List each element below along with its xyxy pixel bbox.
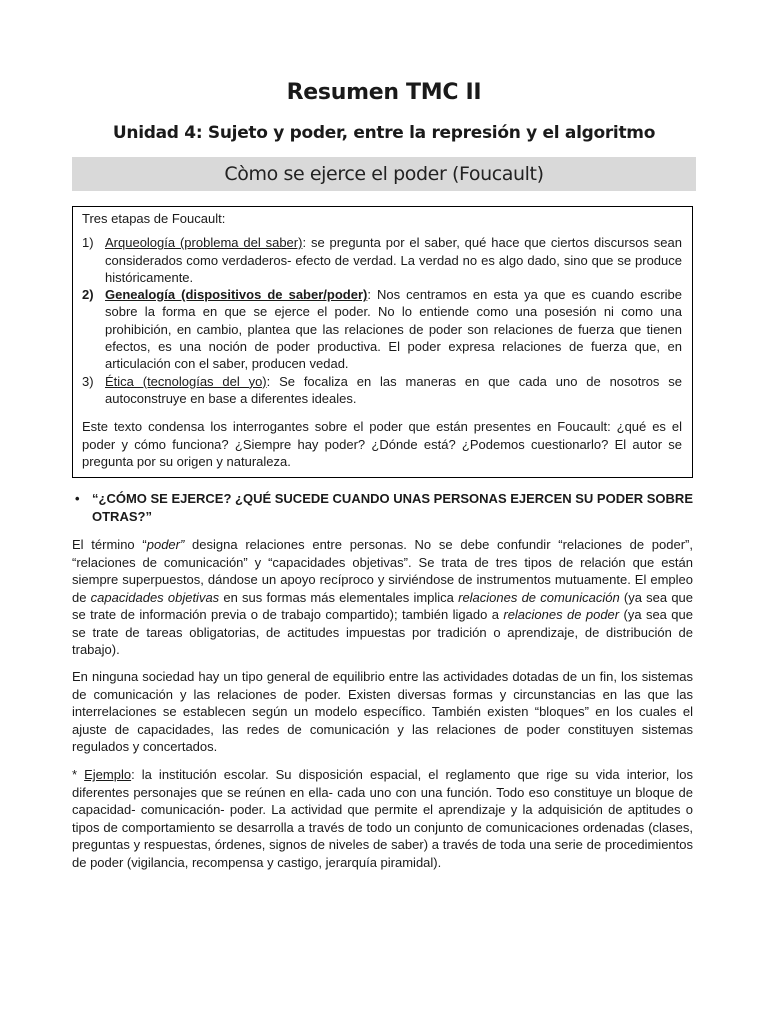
asterisk: * (72, 767, 85, 782)
document-subtitle: Unidad 4: Sujeto y poder, entre la represión y el algoritmo (112, 123, 656, 143)
list-item (82, 234, 682, 286)
text-run: (ya sea que se trate de tareas obligatorias, de actitudes impuestas por tradición o aprendizaje, de distribución de trabajo). (72, 607, 693, 657)
document-title: Resumen TMC II (286, 80, 482, 105)
box-intro: Tres etapas de Foucault: (82, 211, 226, 226)
list-number: 2) (82, 287, 94, 303)
text-run-italic: capacidades objetivas (90, 589, 220, 605)
stage-term: Ética (tecnologías del yo) (105, 373, 267, 389)
list-number: 3) (82, 373, 94, 389)
stages-list (82, 234, 682, 407)
text-run-italic: relaciones de poder (503, 607, 620, 622)
stage-description: : Nos centramos en esta ya que es cuando escribe sobre la forma en que se ejerce el poder. No lo entiende como una posesión ni como una prohibición, en cambio, plantea que las relaciones de poder son relaciones de fuerza que tienen efectos, es una noción de poder productiva. El poder expresa relaciones de fuerza que, en articulación con el saber, producen vedad. (105, 287, 682, 372)
list-number: 1) (82, 235, 94, 251)
stage-term: Genealogía (dispositivos de saber/poder) (105, 287, 368, 303)
summary-box (72, 206, 693, 478)
stage-description: : se pregunta por el saber, qué hace que ciertos discursos sean considerados como verdaderos- efecto de verdad. La verdad no es algo dado, sino que se produce históricamente. (105, 235, 682, 285)
text-run-italic: relaciones de comunicación (458, 589, 620, 605)
example-label: Ejemplo (84, 767, 132, 782)
list-item (82, 286, 682, 372)
stage-description: : Se focaliza en las maneras en que cada uno de nosotros se autoconstruye en base a diferentes ideales. (105, 373, 682, 406)
question-bullet (72, 490, 693, 525)
question-text: “¿CÓMO SE EJERCE? ¿QUÉ SUCEDE CUANDO UNAS PERSONAS EJERCEN SU PODER SOBRE OTRAS?” (92, 491, 693, 524)
text-run: El término “ (72, 537, 147, 552)
list-item (82, 373, 682, 408)
box-closing: Este texto condensa los interrogantes sobre el poder que están presentes en Foucault: ¿qué es el poder y cómo funciona? ¿Siempre hay poder? ¿Dónde está? ¿Podemos cuestionarlo? El autor se pregunta por su origen y naturaleza. (82, 419, 682, 469)
paragraph-1 (72, 536, 693, 659)
text-run: designa relaciones entre personas. No se debe confundir “relaciones de poder”, “relaciones de comunicación” y “capacidades objetivas”. Se trata de tres tipos de relación que están siempre superpuestos, dándose un apoyo recíproco y sirviéndose de instrumentos mutuamente. El empleo de (72, 537, 693, 605)
section-heading-bar (72, 157, 696, 191)
text-run: (ya sea que se trate de información previa o de trabajo compartido); también ligado a (72, 589, 694, 622)
paragraph-text: En ninguna sociedad hay un tipo general de equilibrio entre las actividades dotadas de un fin, los sistemas de comunicación y las relaciones de poder. Existen diversas formas y circunstancias en las que las interrelaciones se establecen según un modelo específico. También existen “bloques” en los cuales el ajuste de capacidades, las redes de comunicación y las relaciones de poder constituyen sistemas regulados y concertados. (72, 669, 693, 754)
text-run-italic: poder” (146, 537, 185, 552)
bullet-dot: • (75, 491, 80, 506)
paragraph-text: : la institución escolar. Su disposición espacial, el reglamento que rige su vida interior, los diferentes personajes que se reúnen en ella- cada uno con una función. Todo eso constituye un bloque de capacidad- comunicación- poder. La actividad que permite el aprendizaje y la adquisición de aptitudes o tipos de comportamiento se desarrolla a través de todo un conjunto de comunicaciones ordenadas (clases, preguntas y respuestas, órdenes, signos de niveles de saber) a través de toda una serie de procedimientos de poder (vigilancia, recompensa y castigo, jerarquía piramidal). (72, 767, 694, 870)
paragraph-3 (72, 766, 693, 871)
text-run: en sus formas más elementales implica (219, 589, 459, 605)
paragraph-2 (72, 668, 693, 756)
section-heading: Còmo se ejerce el poder (Foucault) (224, 163, 544, 185)
stage-term: Arqueología (problema del saber) (105, 235, 303, 251)
